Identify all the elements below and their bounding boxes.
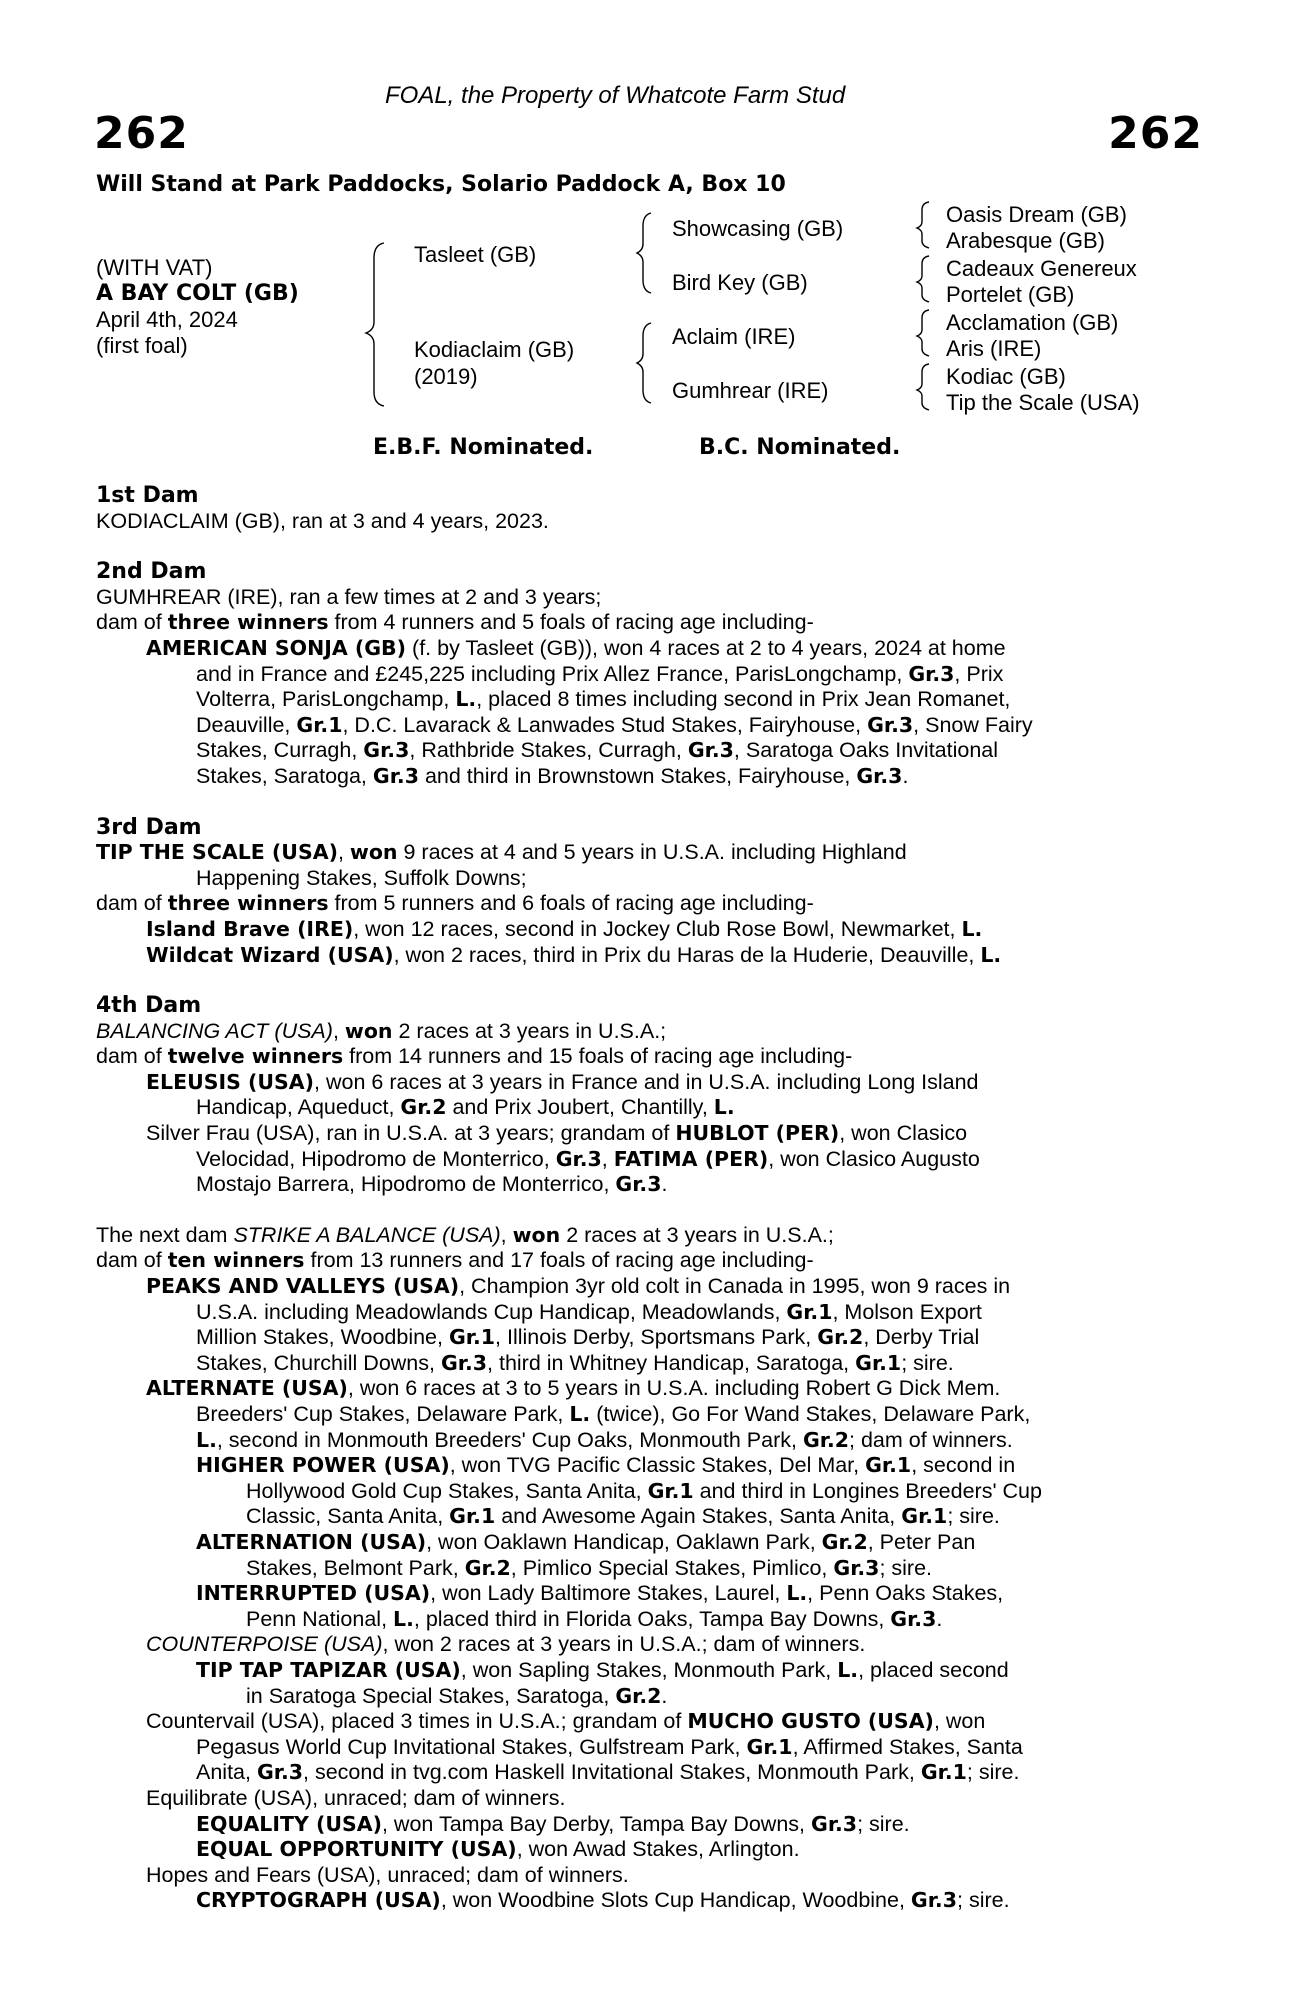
next-dam-section: The next dam STRIKE A BALANCE (USA), won 2 races at 3 years in U.S.A.; dam of ten winners from 13 runners and 17 foals of racing age including- PEAKS AND VALLEYS (USA), Champion 3yr old colt in Canada in 1995, won 9 races in U.S.A. including Meadowlands Cup Handicap, Meadowlands, Gr.1, Molson Export Million Stakes, Woodbine, Gr.1, Illinois Derby, Sportsmans Park, Gr.2, Derby Trial Stakes, Churchill Downs, Gr.3, third in Whitney Handicap, Saratoga, Gr.1; sire. ALTERNATE (USA), won 6 races at 3 to 5 years in U.S.A. including Robert G Dick Mem. Breeders' Cup Stakes, Delaware Park, L. (twice), Go For Wand Stakes, Delaware Park, L., second in Monmouth Breeders' Cup Oaks, Monmouth Park, Gr.2; dam of winners. HIGHER POWER (USA), won TVG Pacific Classic Stakes, Del Mar, Gr.1, second in Hollywood Gold Cup Stakes, Santa Anita, Gr.1 and third in Longines Breeders' Cup Classic, Santa Anita, Gr.1 and Awesome Again Stakes, Santa Anita, Gr.1; sire. ALTERNATION (USA), won Oaklawn Handicap, Oaklawn Park, Gr.2, Peter Pan Stakes, Belmont Park, Gr.2, Pimlico Special Stakes, Pimlico, Gr.3; sire. INTERRUPTED (USA), won Lady Baltimore Stakes, Laurel, L., Penn Oaks Stakes, Penn National, L., placed third in Florida Oaks, Tampa Bay Downs, Gr.3. COUNTERPOISE (USA), won 2 races at 3 years in U.S.A.; dam of winners. TIP TAP TAPIZAR (USA), won Sapling Stakes, Monmouth Park, L., placed second in Saratoga Special Stakes, Saratoga, Gr.2. Countervail (USA), placed 3 times in U.S.A.; grandam of MUCHO GUSTO (USA), won Pegasus World Cup Invitational Stakes, Gulfstream Park, Gr.1, Affirmed Stakes, Santa Anita, Gr.3, second in tvg.com Haskell Invitational Stakes, Monmouth Park, Gr.1; sire. Equilibrate (USA), unraced; dam of winners. EQUALITY (USA), won Tampa Bay Derby, Tampa Bay Downs, Gr.3; sire. EQUAL OPPORTUNITY (USA), won Awad Stakes, Arlington. Hopes and Fears (USA), unraced; dam of winners. CRYPTOGRAPH (USA), won Woodbine Slots Cup Handicap, Woodbine, Gr.3; sire. <box>96 1223 1196 1914</box>
foal-title: FOAL, the Property of Whatcote Farm Stud <box>385 82 846 109</box>
tip-tap-tapizar-entry: TIP TAP TAPIZAR (USA), won Sapling Stakes, Monmouth Park, L., placed second <box>196 1657 1009 1682</box>
peaks-and-valleys-entry: PEAKS AND VALLEYS (USA), Champion 3yr old colt in Canada in 1995, won 9 races in <box>146 1274 1011 1299</box>
third-dam-heading: 3rd Dam <box>96 814 202 840</box>
first-dam-heading: 1st Dam <box>96 483 199 508</box>
pedigree-dds: Kodiac (GB) <box>946 364 1066 389</box>
alternate-entry: ALTERNATE (USA), won 6 races at 3 to 5 years in U.S.A. including Robert G Dick Mem. <box>146 1376 1001 1401</box>
equilibrate-entry: Equilibrate (USA), unraced; dam of winners. <box>146 1785 566 1810</box>
vat-note: (WITH VAT) <box>96 255 213 280</box>
counterpoise-entry: COUNTERPOISE (USA), won 2 races at 3 years in U.S.A.; dam of winners. <box>146 1632 866 1657</box>
pedigree-ds: Aclaim (IRE) <box>672 324 796 349</box>
pedigree-dam: Kodiaclaim (GB) <box>414 337 575 362</box>
wildcat-wizard-entry: Wildcat Wizard (USA), won 2 races, third in Prix du Haras de la Huderie, Deauville, L. <box>146 942 1002 967</box>
countervail-entry: Countervail (USA), placed 3 times in U.S.A.; grandam of MUCHO GUSTO (USA), won <box>146 1709 986 1734</box>
silver-frau-entry: Silver Frau (USA), ran in U.S.A. at 3 years; grandam of HUBLOT (PER), won Clasico <box>146 1121 968 1146</box>
second-dam-produce-line: dam of three winners from 4 runners and 5 foals of racing age including- <box>96 610 814 635</box>
pedigree-sire: Tasleet (GB) <box>414 242 537 267</box>
pedigree-sd: Bird Key (GB) <box>672 270 808 295</box>
ebf-nominated: E.B.F. Nominated. <box>373 435 594 460</box>
eleusis-entry: ELEUSIS (USA), won 6 races at 3 years in France and in U.S.A. including Long Island <box>146 1069 979 1094</box>
bc-nominated: B.C. Nominated. <box>699 435 901 460</box>
fourth-dam-heading: 4th Dam <box>96 993 202 1019</box>
pedigree-ss: Showcasing (GB) <box>672 216 844 241</box>
pedigree-ddd: Tip the Scale (USA) <box>946 390 1140 415</box>
subject-name: A BAY COLT (GB) <box>96 281 299 306</box>
island-brave-entry: Island Brave (IRE), won 12 races, second in Jockey Club Rose Bowl, Newmarket, L. <box>146 916 983 941</box>
fourth-dam-section: 4th Dam BALANCING ACT (USA), won 2 races at 3 years in U.S.A.; dam of twelve winners from 14 runners and 15 foals of racing age including- ELEUSIS (USA), won 6 races at 3 years in France and in U.S.A. including Long Island Handicap, Aqueduct, Gr.2 and Prix Joubert, Chantilly, L. Silver Frau (USA), ran in U.S.A. at 3 years; grandam of HUBLOT (PER), won Clasico Velocidad, Hipodromo de Monterrico, Gr.3, FATIMA (PER), won Clasico Augusto Mostajo Barrera, Hipodromo de Monterrico, Gr.3. <box>96 993 1196 1198</box>
subject-dob: April 4th, 2024 <box>96 307 238 332</box>
pedigree-dss: Acclamation (GB) <box>946 310 1119 335</box>
alternation-entry: ALTERNATION (USA), won Oaklawn Handicap, Oaklawn Park, Gr.2, Peter Pan <box>196 1529 976 1554</box>
cryptograph-entry: CRYPTOGRAPH (USA), won Woodbine Slots Cup Handicap, Woodbine, Gr.3; sire. <box>196 1888 1010 1913</box>
equality-entry: EQUALITY (USA), won Tampa Bay Derby, Tampa Bay Downs, Gr.3; sire. <box>196 1811 910 1836</box>
lot-number-left: 262 <box>94 108 189 159</box>
subject-note: (first foal) <box>96 333 188 358</box>
pedigree-ssd: Arabesque (GB) <box>946 228 1105 253</box>
first-dam-line: KODIACLAIM (GB), ran at 3 and 4 years, 2023. <box>96 508 549 533</box>
higher-power-entry: HIGHER POWER (USA), won TVG Pacific Classic Stakes, Del Mar, Gr.1, second in <box>196 1453 1016 1478</box>
catalogue-body <box>96 483 1196 1914</box>
first-dam-section <box>96 483 1196 534</box>
horse-name: AMERICAN SONJA (GB) <box>146 635 407 660</box>
third-dam-section: 3rd Dam TIP THE SCALE (USA), won 9 races at 4 and 5 years in U.S.A. including Highland Happening Stakes, Suffolk Downs; dam of three winners from 5 runners and 6 foals of racing age including- Island Brave (IRE), won 12 races, second in Jockey Club Rose Bowl, Newmarket, L. Wildcat Wizard (USA), won 2 races, third in Prix du Haras de la Huderie, Deauville, L. <box>96 815 1196 969</box>
second-dam-line: GUMHREAR (IRE), ran a few times at 2 and 3 years; <box>96 584 602 609</box>
second-dam-section: 2nd Dam GUMHREAR (IRE), ran a few times at 2 and 3 years; dam of three winners from 4 runners and 5 foals of racing age including- AMERICAN SONJA (GB) (f. by Tasleet (GB)), won 4 races at 2 to 4 years, 2024 at home and in France and £245,225 including Prix Allez France, ParisLongchamp, Gr.3, Prix Volterra, ParisLongchamp, L., placed 8 times including second in Prix Jean Romanet, Deauville, Gr.1, D.C. Lavarack & Lanwades Stud Stakes, Fairyhouse, Gr.3, Snow Fairy Stakes, Curragh, Gr.3, Rathbride Stakes, Curragh, Gr.3, Saratoga Oaks Invitational Stakes, Saratoga, Gr.3 and third in Brownstown Stakes, Fairyhouse, Gr.3. <box>96 559 1196 789</box>
lot-number-right: 262 <box>1108 108 1203 159</box>
pedigree-dam-year: (2019) <box>414 364 478 389</box>
pedigree-dd: Gumhrear (IRE) <box>672 378 829 403</box>
horse-name: TIP THE SCALE (USA) <box>96 840 338 865</box>
interrupted-entry: INTERRUPTED (USA), won Lady Baltimore Stakes, Laurel, L., Penn Oaks Stakes, <box>196 1581 1004 1606</box>
equal-opportunity-entry: EQUAL OPPORTUNITY (USA), won Awad Stakes, Arlington. <box>196 1837 800 1862</box>
american-sonja-entry: AMERICAN SONJA (GB) (f. by Tasleet (GB)), won 4 races at 2 to 4 years, 2024 at home <box>146 635 1006 660</box>
pedigree-sdd: Portelet (GB) <box>946 282 1075 307</box>
pedigree-sss: Oasis Dream (GB) <box>946 202 1127 227</box>
stand-location: Will Stand at Park Paddocks, Solario Paddock A, Box 10 <box>96 172 786 197</box>
second-dam-heading: 2nd Dam <box>96 559 207 585</box>
pedigree-dsd: Aris (IRE) <box>946 336 1042 361</box>
pedigree-sds: Cadeaux Genereux <box>946 256 1137 281</box>
hopes-and-fears-entry: Hopes and Fears (USA), unraced; dam of winners. <box>146 1862 629 1887</box>
